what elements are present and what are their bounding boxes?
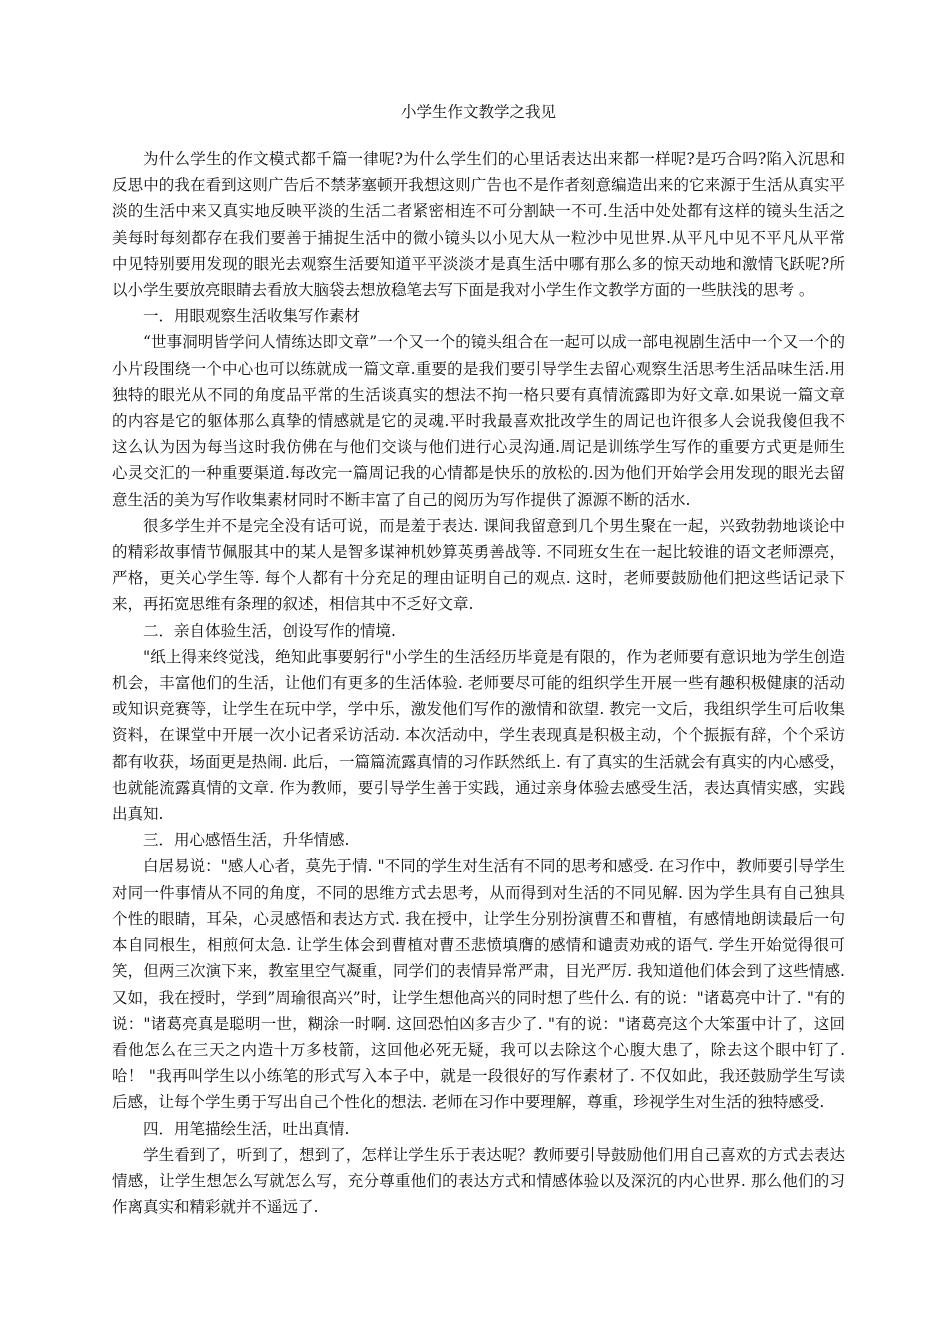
document-page xyxy=(112,100,845,1220)
section-3-heading: 三．用心感悟生活，升华情感. xyxy=(143,831,350,850)
intro-paragraph: 为什么学生的作文模式都千篇一律呢?为什么学生们的心里话表达出来都一样呢?是巧合吗?陷入沉思和反思中的我在看到这则广告后不禁茅塞顿开我想这则广告也不是作者刻意编造出来的它来源于生活从真实平淡的生活中来又真实地反映平淡的生活二者紧密相连不可分割缺一不可.生活中处处都有这样的镜头生活之美每时每刻都存在我们要善于捕捉生活中的微小镜头以小见大从一粒沙中见世界.从平凡中见不平凡从平常中见特别要用发现的眼光去观察生活要知道平平淡淡才是真生活中哪有那么多的惊天动地和激情飞跃呢?所以小学生要放亮眼睛去看放大脑袋去想放稳笔去写下面是我对小学生作文教学方面的一些肤浅的思考 。 xyxy=(112,150,845,300)
section-1-paragraph-1: “世事洞明皆学问人情练达即文章”一个又一个的镜头组合在一起可以成一部电视剧生活中一个又一个的小片段围绕一个中心也可以练就成一篇文章.重要的是我们要引导学生去留心观察生活思考生活品味生活.用独特的眼光从不同的角度品平常的生活谈真实的想法不拘一格只要有真情流露即为好文章.如果说一篇文章的内容是它的躯体那么真挚的情感就是它的灵魂.平时我最喜欢批改学生的周记也许很多人会说我傻但我不这么认为因为每当这时我仿佛在与他们交谈与他们进行心灵沟通.周记是训练学生写作的重要方式更是师生心灵交汇的一种重要渠道.每改完一篇周记我的心情都是快乐的放松的.因为他们开始学会用发现的眼光去留意生活的美为写作收集素材同时不断丰富了自己的阅历为写作提供了源源不断的活水. xyxy=(112,333,845,509)
document-title: 小学生作文教学之我见 xyxy=(400,103,556,121)
section-2-paragraph-1: "纸上得来终觉浅，绝知此事要躬行"小学生的生活经历毕竟是有限的，作为老师要有意识地为学生创造机会，丰富他们的生活，让他们有更多的生活体验. 老师要尽可能的组织学生开展一些有趣积极健康的活动或知识竞赛等，让学生在玩中学，学中乐，激发他们写作的激情和欲望. 教完一文后，我组织学生可后收集资料，在课堂中开展一次小记者采访活动. 本次活动中，学生表现真是积极主动，个个振振有辞，个个采访都有收获，场面更是热闹. 此后，一篇篇流露真情的习作跃然纸上. 有了真实的生活就会有真实的内心感受，也就能流露真情的文章. 作为教师，要引导学生善于实践，通过亲身体验去感受生活，表达真情实感，实践出真知. xyxy=(112,647,845,824)
section-4-heading: 四．用笔描绘生活，吐出真情. xyxy=(143,1119,350,1138)
section-1-heading: 一．用眼观察生活收集写作素材 xyxy=(143,307,361,326)
section-4-paragraph-1: 学生看到了，听到了，想到了，怎样让学生乐于表达呢？教师要引导鼓励他们用自己喜欢的方式去表达情感，让学生想怎么写就怎么写，充分尊重他们的表达方式和情感体验以及深沉的内心世界. 那么他们的习作离真实和精彩就并不遥远了. xyxy=(112,1145,845,1217)
section-2-heading: 二．亲自体验生活，创设写作的情境. xyxy=(143,621,396,640)
section-1-paragraph-2: 很多学生并不是完全没有话可说，而是羞于表达. 课间我留意到几个男生聚在一起，兴致勃勃地谈论中的精彩故事情节佩服其中的某人是智多谋神机妙算英勇善战等. 不同班女生在一起比较谁的语文老师漂亮，严格，更关心学生等. 每个人都有十分充足的理由证明自己的观点. 这时，老师要鼓励他们把这些话记录下来，再拓宽思维有条理的叙述，相信其中不乏好文章. xyxy=(112,516,845,614)
section-3-paragraph-1: 白居易说："感人心者，莫先于情. "不同的学生对生活有不同的思考和感受. 在习作中，教师要引导学生对同一件事情从不同的角度，不同的思维方式去思考，从而得到对生活的不同见解. 因为学生具有自己独具个性的眼睛，耳朵，心灵感悟和表达方式. 我在授中，让学生分别扮演曹丕和曹植，有感情地朗读最后一句本自同根生，相煎何太急. 让学生体会到曹植对曹丕悲愤填膺的感情和谴责劝戒的语气. 学生开始觉得很可笑，但两三次演下来，教室里空气凝重，同学们的表情异常严肃，目光严厉. 我知道他们体会到了这些情感. 又如，我在授时，学到”周瑜很高兴”时，让学生想他高兴的同时想了些什么. 有的说："诸葛亮中计了. "有的说："诸葛亮真是聪明一世，糊涂一时啊. 这回恐怕凶多吉少了. "有的说："诸葛亮这个大笨蛋中计了，这回看他怎么在三天之内造十万多枝箭，这回他必死无疑，我可以去除这个心腹大患了，除去这个眼中钉了. 哈！ "我再叫学生以小练笔的形式写入本子中，就是一段很好的写作素材了. 不仅如此，我还鼓励学生写读后感，让每个学生勇于写出自己个性化的想法. 老师在习作中要理解，尊重，珍视学生对生活的独特感受. xyxy=(112,857,845,1112)
